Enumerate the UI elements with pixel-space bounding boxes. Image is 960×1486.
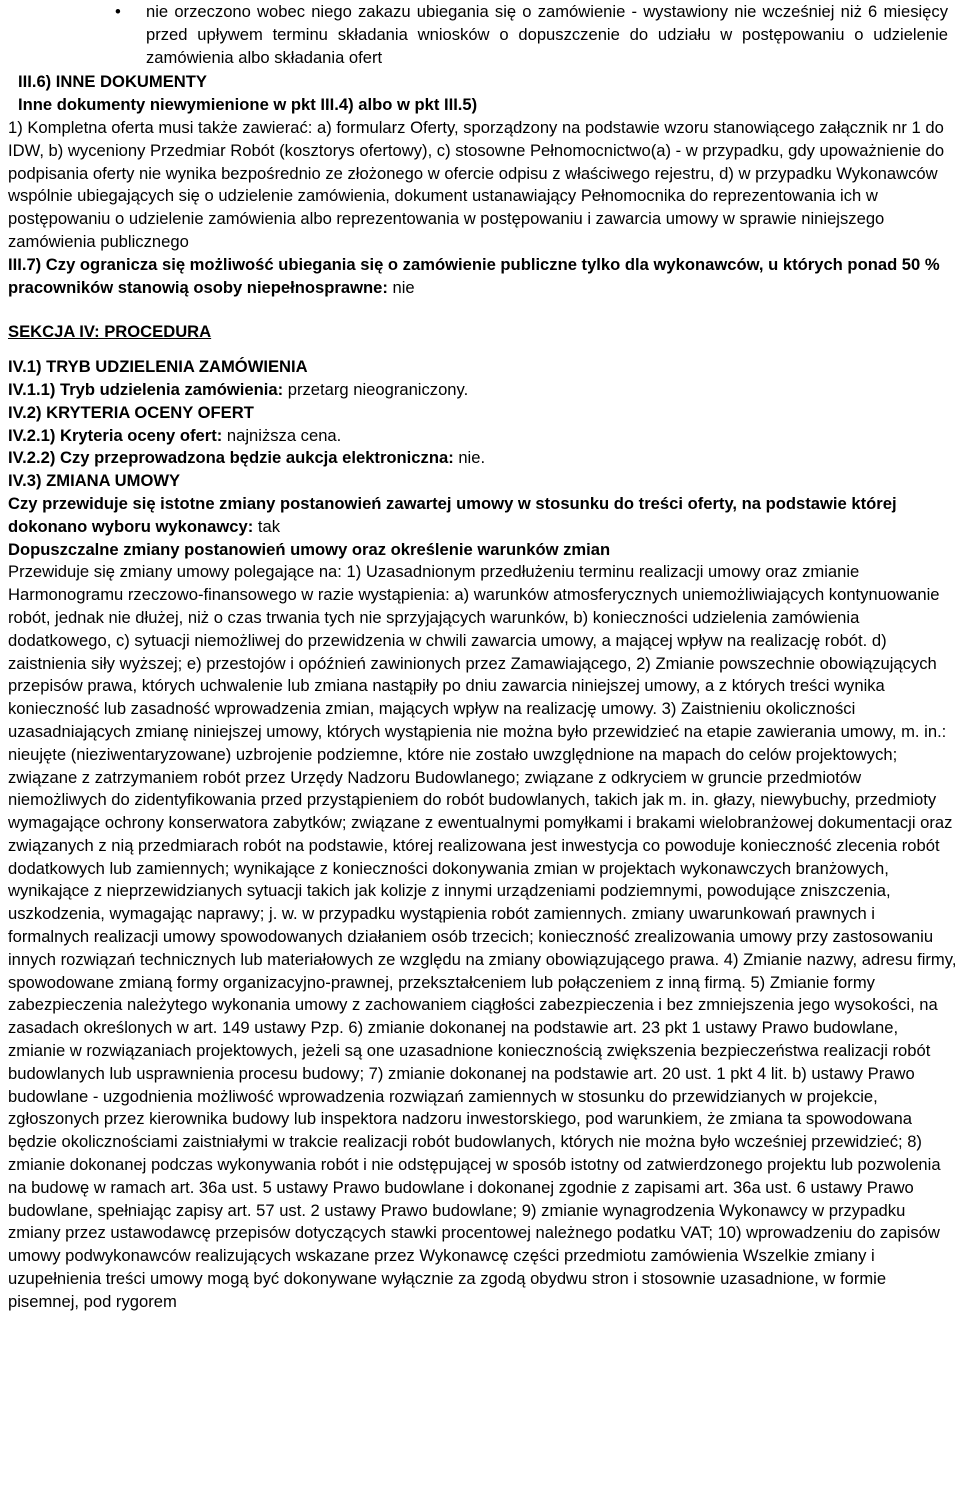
iii7-paragraph (8, 254, 958, 300)
iv3-subheading: Dopuszczalne zmiany postanowień umowy oraz określenie warunków zmian (8, 539, 611, 559)
iv1-heading: IV.1) TRYB UDZIELENIA ZAMÓWIENIA (8, 357, 308, 377)
iv3-heading: IV.3) ZMIANA UMOWY (8, 471, 181, 491)
iv3-body: Przewiduje się zmiany umowy polegające na: 1) Uzasadnionym przedłużeniu terminu realizacji umowy oraz zmianie Harmonogramu rzeczowo-finansowego w razie wystąpienia: a) warunków atmosferycznych uniemożliwiających kontynuowanie robót, jednak nie dłużej, niż o czas trwania tych nie sprzyjających warunków, b) konieczności udzielenia zamówienia dodatkowego, c) sytuacji niemożliwej do przewidzenia w chwili zawarcia umowy, a mającej wpływ na realizację robót. d) zaistnienia siły wyższej; e) przestojów i opóźnień zawinionych przez Zamawiającego, 2) Zmianie powszechnie obowiązujących przepisów prawa, których uchwalenie lub zmiana nastąpiły po dniu zawarcia niniejszej umowy, a z których treści wynika konieczność lub zasadność wprowadzenia zmian, mających wpływ na realizację umowy. 3) Zaistnieniu okoliczności uzasadniających zmianę niniejszej umowy, których wystąpienia nie można było przewidzieć na etapie zawierania umowy, m. in.: nieujęte (nieziwentaryzowane) uzbrojenie podziemne, które nie zostało uwzględnione na mapach do celów projektowych; związane z zatrzymaniem robót przez Urzędy Nadzoru Budowlanego; związane z odkryciem w gruncie przedmiotów niemożliwych do zidentyfikowania przed przystąpieniem do robót budowlanych, takich jak m. in. głazy, niewybuchy, przedmioty wymagające ochrony konserwatora zabytków; związane z ewentualnymi pomyłkami i brakami wielobranżowej dokumentacji oraz związanych z nią przedmiarach robót na podstawie, której realizowana jest inwestycja co powoduje konieczność zlecenia robót dodatkowych lub zamiennych; wynikające z konieczności dokonywania zmian w projektach wykonawczych branżowych, wynikające z nieprzewidzianych sytuacji takich jak kolizje z innymi urządzeniami podziemnymi, powodujące zniszczenia, uszkodzenia, wymagając naprawy; j. w. w przypadku wystąpienia robót zamiennych. zmiany uwarunkowań prawnych i formalnych realizacji umowy spowodowanych działaniem osób trzecich; konieczność zrealizowania umowy przy zastosowaniu innych rozwiązań technicznych lub materiałowych ze względu na zmiany obowiązującego prawa. 4) Zmianie nazwy, adresu firmy, spowodowane zmianą formy organizacyjno-prawnej, przekształceniem lub połączeniem z inną firmą. 5) Zmianie formy zabezpieczenia należytego wykonania umowy z zachowaniem ciągłości zabezpieczenia i bez zmniejszenia jego wysokości, na zasadach określonych w art. 149 ustawy Pzp. 6) zmianie dokonanej na podstawie art. 23 pkt 1 ustawy Prawo budowlane, zmianie w rozwiązaniach projektowych, jeżeli są one uzasadnione koniecznością zwiększenia bezpieczeństwa realizacji robót budowlanych lub usprawnienia procesu budowy; 7) zmianie dokonanej na podstawie art. 20 ust. 1 pkt 4 lit. b) ustawy Prawo budowlane - uzgodnienia możliwość wprowadzenia rozwiązań zamiennych w stosunku do przewidzianych w projekcie, zgłoszonych przez kierownika budowy lub inspektora nadzoru inwestorskiego, pod warunkiem, że zmiana ta spowodowana będzie okolicznościami zaistniałymi w trakcie realizacji robót budowlanych, których nie można było wcześniej przewidzieć; 8) zmianie dokonanej podczas wykonywania robót i nie odstępującej w sposób istotny od zatwierdzonego projektu lub pozwolenia na budowę w ramach art. 36a ust. 5 ustawy Prawo budowlane i dokonanej zgodnie z zapisami art. 36a ust. 6 ustawy Prawo budowlane, spełniając zapisy art. 57 ust. 2 ustawy Prawo budowlane; 9) zmianie wynagrodzenia Wykonawcy w przypadku zmiany przez ustawodawcę przepisów dotyczących stawki procentowej należnego podatku VAT; 10) wprowadzeniu do zapisów umowy podwykonawców realizujących wskazane przez Wykonawcę części przedmiotu zamówienia Wszelkie zmiany i uzupełnienia treści umowy mogą być dokonywane wyłącznie za zgodą obydwu stron i stosownie uzasadnione, w formie pisemnej, pod rygorem (8, 562, 957, 1311)
iii6-subheading: Inne dokumenty niewymienione w pkt III.4) albo w pkt III.5) (18, 95, 478, 115)
section-iv (2, 321, 958, 1313)
bullet-text: nie orzeczono wobec niego zakazu ubiegania się o zamówienie - wystawiony nie wcześniej niż 6 miesięcy przed upływem terminu składania wniosków o dopuszczenie do udziału w postępowaniu o udzielenie zamówienia albo składania ofert (146, 2, 948, 67)
iv3-answer: tak (253, 516, 281, 536)
iv3-question: Czy przewiduje się istotne zmiany postanowień zawartej umowy w stosunku do treści oferty, na podstawie której dokonano wyboru wykonawcy: (8, 493, 897, 536)
iv21-line (8, 425, 958, 448)
iv11-value: przetarg nieograniczony. (283, 379, 469, 399)
iv3-question-line (8, 493, 958, 539)
iv11-line (8, 379, 958, 402)
iv22-value: nie. (453, 448, 486, 468)
spacer (2, 299, 958, 321)
iv21-label: IV.2.1) Kryteria oceny ofert: (8, 425, 223, 445)
iv11-label: IV.1.1) Tryb udzielenia zamówienia: (8, 379, 284, 399)
iii7-question: III.7) Czy ogranicza się możliwość ubiegania się o zamówienie publiczne tylko dla wykonawców, u których ponad 50 % pracowników stanowią osoby niepełnosprawne: (8, 254, 940, 297)
bullet-dot-icon: • (115, 2, 121, 21)
iii7-answer: nie (387, 277, 415, 297)
iv22-label: IV.2.2) Czy przeprowadzona będzie aukcja elektroniczna: (8, 448, 454, 468)
iii6-body: 1) Kompletna oferta musi także zawierać: a) formularz Oferty, sporządzony na podstawie wzoru stanowiącego załącznik nr 1 do IDW, b) wyceniony Przedmiar Robót (kosztorys ofertowy), c) stosowne Pełnomocnictwo(a) - w przypadku, gdy upoważnienie do podpisania oferty nie wynika bezpośrednio ze złożonego w ofercie odpisu z właściwego rejestru, d) w przypadku Wykonawców wspólnie ubiegających się o udzielenie zamówienia, dokument ustanawiający Pełnomocnika do reprezentowania ich w postępowaniu o udzielenie zamówienia albo reprezentowania w postępowaniu i zawarcia umowy w sprawie niniejszego zamówienia publicznego (8, 117, 945, 251)
iv21-value: najniższa cena. (222, 425, 342, 445)
iv22-line (8, 447, 958, 470)
bullet-item (2, 0, 958, 69)
iii6-heading: III.6) INNE DOKUMENTY (18, 72, 207, 92)
section-iii6 (2, 71, 958, 299)
iv2-heading: IV.2) KRYTERIA OCENY OFERT (8, 402, 254, 422)
section-iv-title: SEKCJA IV: PROCEDURA (8, 322, 212, 342)
